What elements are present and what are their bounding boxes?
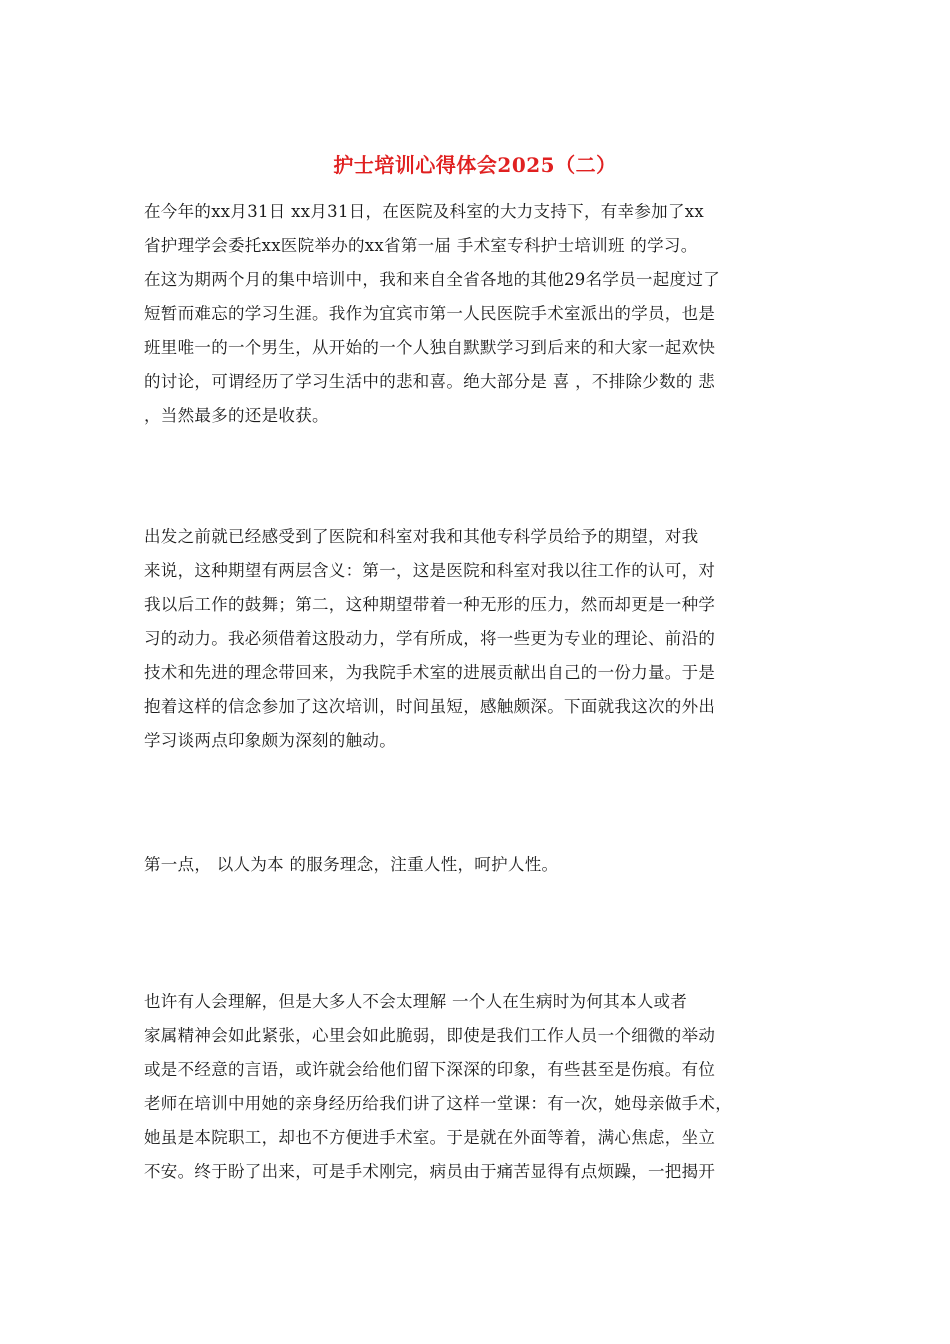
text-line: 技术和先进的理念带回来，为我院手术室的进展贡献出自己的一份力量。于是: [144, 663, 716, 682]
text-line: 学习谈两点印象颇为深刻的触动。: [144, 731, 396, 750]
text-line: 班里唯一的一个男生，从开始的一个人独自默默学习到后来的和大家一起欢快: [144, 338, 716, 357]
text-line: 在这为期两个月的集中培训中，我和来自全省各地的其他29名学员一起度过了: [144, 270, 720, 289]
paragraph-3: [144, 848, 810, 882]
text-line: 来说，这种期望有两层含义：第一，这是医院和科室对我以往工作的认可，对: [144, 561, 716, 580]
text-line: 或是不经意的言语，或许就会给他们留下深深的印象，有些甚至是伤痕。有位: [144, 1060, 716, 1079]
paragraph-4: [144, 985, 810, 1189]
text-line: 家属精神会如此紧张，心里会如此脆弱，即使是我们工作人员一个细微的举动: [144, 1026, 716, 1045]
text-line: 老师在培训中用她的亲身经历给我们讲了这样一堂课：有一次，她母亲做手术，: [144, 1094, 732, 1113]
text-line: 我以后工作的鼓舞；第二，这种期望带着一种无形的压力，然而却更是一种学: [144, 595, 716, 614]
text-line: 出发之前就已经感受到了医院和科室对我和其他专科学员给予的期望，对我: [144, 527, 699, 546]
text-line: 的讨论，可谓经历了学习生活中的悲和喜。绝大部分是 喜 ，不排除少数的 悲: [144, 372, 716, 391]
text-line: 抱着这样的信念参加了这次培训，时间虽短，感触颇深。下面就我这次的外出: [144, 697, 716, 716]
text-line: 她虽是本院职工，却也不方便进手术室。于是就在外面等着，满心焦虑，坐立: [144, 1128, 716, 1147]
text-line: ，当然最多的还是收获。: [144, 406, 329, 425]
document-title: 护士培训心得体会2025（二）: [333, 153, 617, 177]
text-line: 省护理学会委托xx医院举办的xx省第一届 手术室专科护士培训班 的学习。: [144, 236, 698, 255]
text-line: 不安。终于盼了出来，可是手术刚完，病员由于痛苦显得有点烦躁，一把揭开: [144, 1162, 716, 1181]
text-line: 习的动力。我必须借着这股动力，学有所成，将一些更为专业的理论、前沿的: [144, 629, 716, 648]
text-line: 短暂而难忘的学习生涯。我作为宜宾市第一人民医院手术室派出的学员，也是: [144, 304, 716, 323]
text-line: 第一点， 以人为本 的服务理念，注重人性，呵护人性。: [144, 855, 559, 874]
paragraph-1: [144, 195, 810, 433]
paragraph-2: [144, 520, 810, 758]
text-line: 也许有人会理解，但是大多人不会太理解 一个人在生病时为何其本人或者: [144, 992, 688, 1011]
text-line: 在今年的xx月31日 xx月31日，在医院及科室的大力支持下，有幸参加了xx: [144, 202, 704, 221]
